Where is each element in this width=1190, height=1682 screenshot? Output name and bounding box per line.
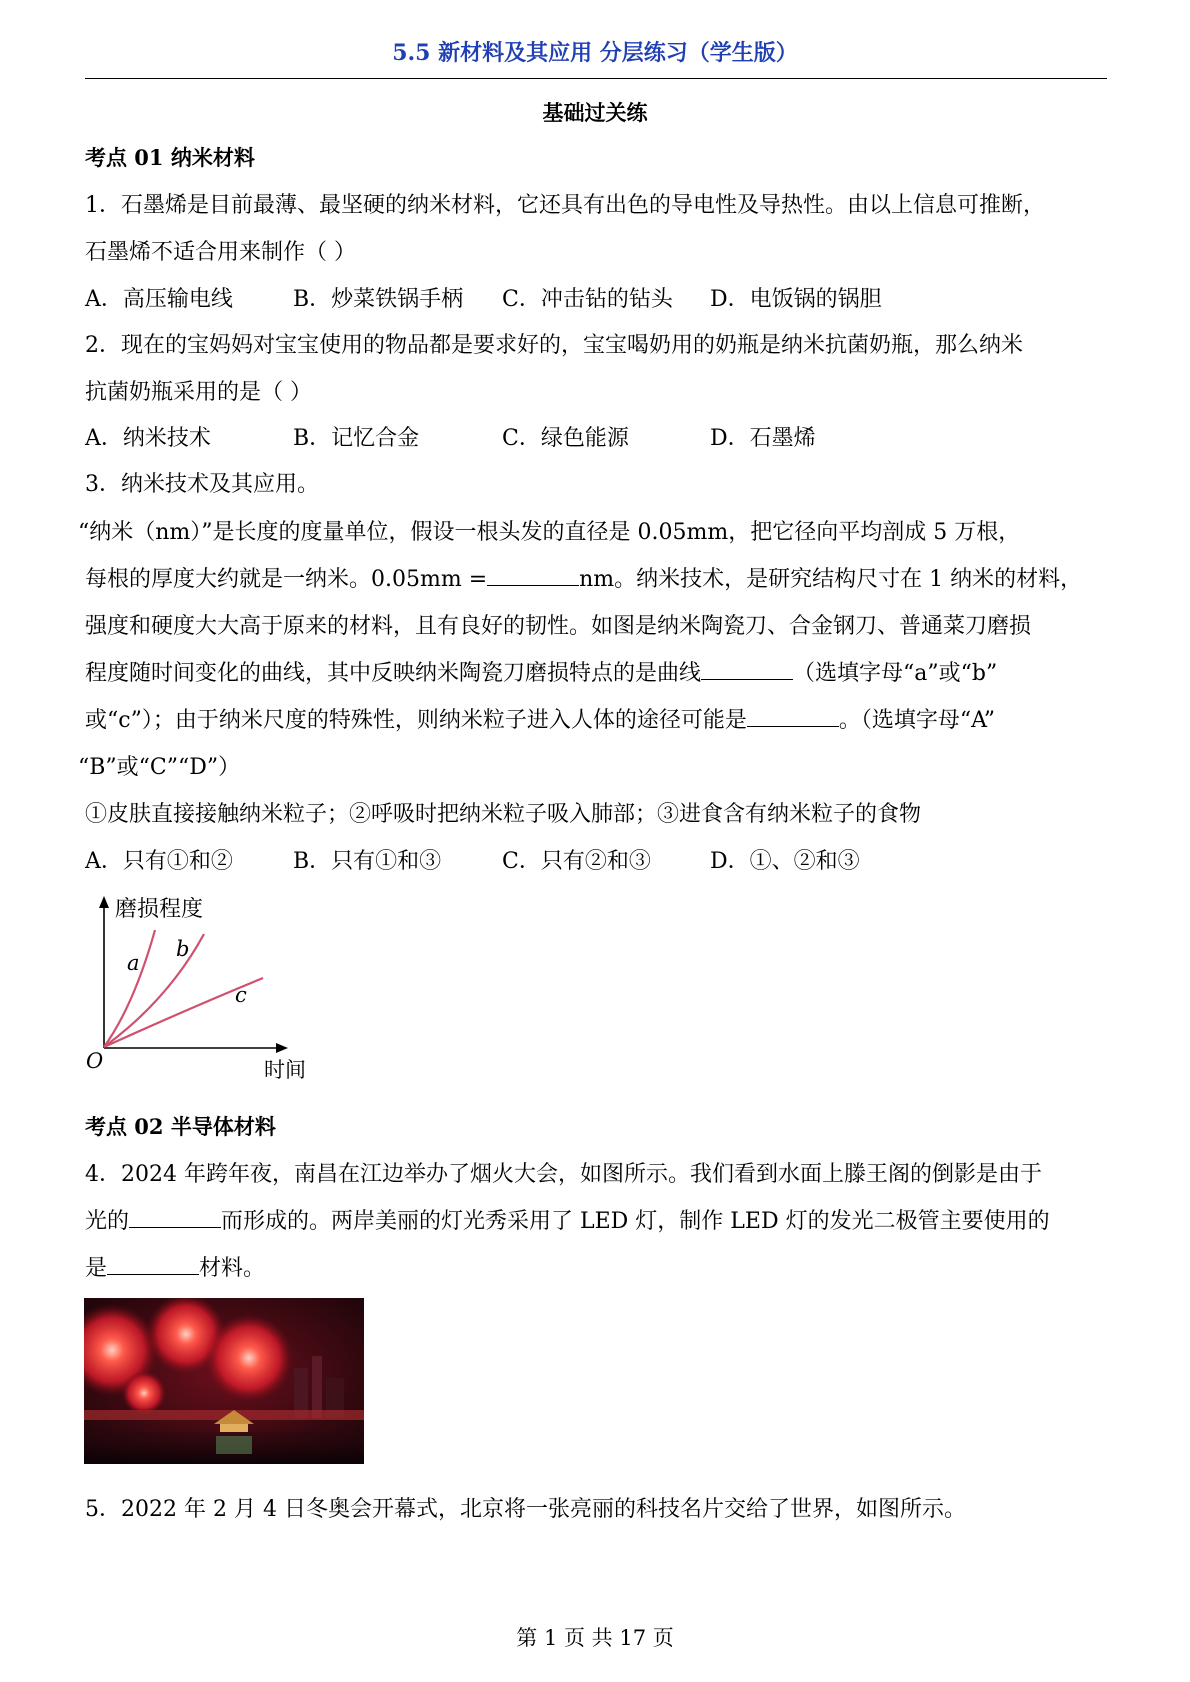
- x-axis-label: 时间: [264, 1058, 306, 1082]
- q3-line3: [85, 562, 1082, 593]
- q3-blank-curve[interactable]: [701, 657, 793, 680]
- q2-line1: 2．现在的宝妈妈对宝宝使用的物品都是要求好的，宝宝喝奶用的奶瓶是纳米抗菌奶瓶，那么纳米: [85, 333, 1024, 358]
- q3-line6-part1: 或“c”）；由于纳米尺度的特殊性，则纳米粒子进入人体的途径可能是: [85, 708, 747, 733]
- q4-line3-part1: 是: [85, 1256, 108, 1281]
- q2-option-c: C．绿色能源: [502, 426, 629, 451]
- q1-line1: 1．石墨烯是目前最薄、最坚硬的纳米材料，它还具有出色的导电性及导热性。由以上信息可推断，: [85, 193, 1046, 218]
- q3-option-d: D．①、②和③: [710, 849, 860, 874]
- q1-line2: 石墨烯不适合用来制作（ ）: [85, 240, 356, 265]
- q1-option-c: C．冲击钻的钻头: [502, 287, 673, 312]
- q3-line6: [85, 703, 995, 734]
- kp2-title: 考点 02 半导体材料: [85, 1114, 276, 1139]
- firework-burst-low: [122, 1371, 166, 1415]
- q4-line1: 4．2024 年跨年夜，南昌在江边举办了烟火大会，如图所示。我们看到水面上滕王阁的倒影是由于: [85, 1162, 1042, 1187]
- q1-option-a: A．高压输电线: [85, 287, 233, 312]
- q3-line6-part2: 。（选填字母“A”: [838, 708, 995, 733]
- q3-blank-route[interactable]: [747, 704, 839, 727]
- q3-option-b: B．只有①和③: [293, 849, 442, 874]
- kp1-title: 考点 01 纳米材料: [85, 145, 255, 170]
- q3-line8: ①皮肤直接接触纳米粒子；②呼吸时把纳米粒子吸入肺部；③进食含有纳米粒子的食物: [85, 802, 922, 827]
- q4-blank-light[interactable]: [129, 1205, 221, 1228]
- q3-line7: “B”或“C”“D”）: [78, 755, 241, 780]
- q3-line4: 强度和硬度大大高于原来的材料，且有良好的韧性。如图是纳米陶瓷刀、合金钢刀、普通菜刀磨损: [85, 614, 1032, 639]
- q2-line2: 抗菌奶瓶采用的是（ ）: [85, 380, 312, 405]
- fireworks-photo: [84, 1298, 364, 1464]
- q2-option-a: A．纳米技术: [85, 426, 211, 451]
- section-title: 基础过关练: [542, 100, 648, 125]
- q3-option-a: A．只有①和②: [85, 849, 233, 874]
- document-header-title: 5.5 新材料及其应用 分层练习（学生版）: [392, 40, 798, 66]
- q4-line2-part2: 而形成的。两岸美丽的灯光秀采用了 LED 灯，制作 LED 灯的发光二极管主要使用的: [221, 1209, 1050, 1234]
- y-axis-arrow: [99, 896, 109, 908]
- x-axis-arrow: [276, 1043, 288, 1053]
- q4-line3: [85, 1251, 265, 1282]
- page-footer: 第 1 页 共 17 页: [516, 1626, 674, 1650]
- q3-line5: [85, 656, 997, 687]
- q4-line2-part1: 光的: [85, 1209, 130, 1234]
- header-divider: [85, 78, 1107, 79]
- q2-option-d: D．石墨烯: [710, 426, 816, 451]
- q5-line1: 5．2022 年 2 月 4 日冬奥会开幕式，北京将一张亮丽的科技名片交给了世界，如图所示。: [85, 1497, 966, 1522]
- q3-option-c: C．只有②和③: [502, 849, 651, 874]
- q3-line3-part1: 每根的厚度大约就是一纳米。0.05mm =: [85, 567, 488, 592]
- q2-option-b: B．记忆合金: [293, 426, 420, 451]
- q3-line5-part2: （选填字母“a”或“b”: [793, 661, 998, 686]
- q3-blank-nm[interactable]: [487, 563, 579, 586]
- y-axis-label: 磨损程度: [115, 897, 204, 922]
- q4-line3-part2: 材料。: [199, 1256, 266, 1281]
- q4-line2: [85, 1204, 1050, 1235]
- firework-burst-right: [205, 1314, 293, 1402]
- building-2: [312, 1356, 322, 1418]
- curve-c-label: c: [235, 983, 247, 1007]
- curve-b-label: b: [176, 937, 190, 961]
- q3-line2: “纳米（nm）”是长度的度量单位，假设一根头发的直径是 0.05mm，把它径向平均剖成 5 万根，: [78, 520, 1021, 545]
- q1-option-d: D．电饭锅的锅胆: [710, 287, 882, 312]
- q3-line5-part1: 程度随时间变化的曲线，其中反映纳米陶瓷刀磨损特点的是曲线: [85, 661, 702, 686]
- curve-a: [104, 930, 155, 1047]
- q3-line1: 3．纳米技术及其应用。: [85, 472, 319, 497]
- q4-blank-material[interactable]: [107, 1252, 199, 1275]
- wear-time-figure: [80, 890, 320, 1085]
- q3-line3-part2: nm。纳米技术，是研究结构尺寸在 1 纳米的材料，: [579, 567, 1083, 592]
- origin-label: O: [86, 1049, 104, 1073]
- pavilion-reflection: [216, 1436, 252, 1454]
- curve-a-label: a: [127, 951, 140, 975]
- q1-option-b: B．炒菜铁锅手柄: [293, 287, 464, 312]
